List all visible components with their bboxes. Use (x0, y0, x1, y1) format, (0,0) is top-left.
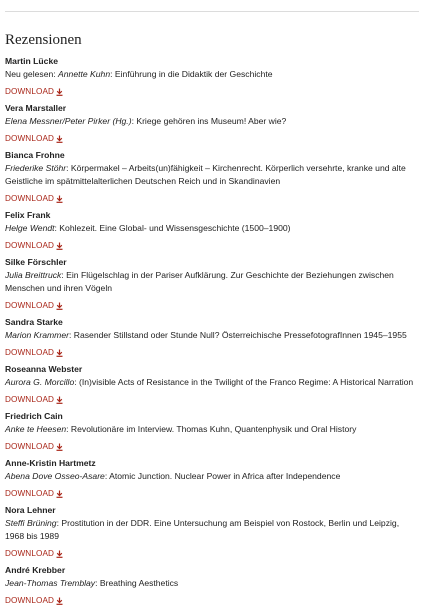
download-label: DOWNLOAD (5, 549, 55, 558)
reviewer-name: Bianca Frohne (5, 150, 65, 160)
book-title: : Revolutionäre im Interview. Thomas Kuhn, Quantenphysik und Oral History (66, 424, 357, 434)
work-prefix: Neu gelesen: (5, 69, 59, 79)
reviewer-name: Friedrich Cain (5, 411, 63, 421)
download-label: DOWNLOAD (5, 134, 55, 143)
review-item (5, 564, 416, 608)
review-item (5, 504, 416, 561)
download-link[interactable] (5, 192, 63, 205)
download-label: DOWNLOAD (5, 194, 55, 203)
book-title: : Kohlezeit. Eine Global- und Wissensgeschichte (1500–1900) (54, 223, 291, 233)
book-title: : Breathing Aesthetics (95, 578, 179, 588)
book-author: Helge Wendt (5, 223, 55, 233)
book-author: Aurora G. Morcillo (5, 377, 75, 387)
book-author: Anke te Heesen (5, 424, 67, 434)
reviewed-work (5, 269, 416, 295)
top-divider (5, 11, 419, 12)
book-title: : Atomic Junction. Nuclear Power in Africa after Independence (104, 471, 341, 481)
download-link[interactable] (5, 594, 63, 607)
download-icon (56, 349, 63, 357)
reviewer-name: André Krebber (5, 565, 66, 575)
download-label: DOWNLOAD (5, 301, 55, 310)
reviewed-work (5, 222, 416, 235)
download-link[interactable] (5, 239, 63, 252)
download-icon (56, 135, 63, 143)
reviewer-name: Silke Förschler (5, 257, 67, 267)
book-author: Elena Messner/Peter Pirker (Hg.) (5, 116, 132, 126)
review-list (5, 55, 416, 611)
review-item (5, 55, 416, 99)
reviewed-work (5, 68, 416, 81)
book-author: Jean-Thomas Tremblay (5, 578, 96, 588)
download-icon (56, 396, 63, 404)
download-link[interactable] (5, 393, 63, 406)
download-icon (56, 597, 63, 605)
download-label: DOWNLOAD (5, 442, 55, 451)
book-author: Julia Breittruck (5, 270, 62, 280)
download-link[interactable] (5, 547, 63, 560)
download-link[interactable] (5, 85, 63, 98)
section-title: Rezensionen (5, 32, 82, 48)
reviewed-work (5, 423, 416, 436)
download-icon (56, 195, 63, 203)
review-item (5, 102, 416, 146)
book-title: : Körpermakel – Arbeits(un)fähigkeit – Kirchenrecht. Körperlich versehrte, kranke und alte Geistliche im spätmittelalterlichen Deutschen Reich und in Skandinavien (5, 163, 406, 186)
review-item (5, 316, 416, 360)
book-title: : (In)visible Acts of Resistance in the Twilight of the Franco Regime: A Historical Narration (74, 377, 414, 387)
reviewer-name: Felix Frank (5, 210, 51, 220)
book-title: : Rasender Stillstand oder Stunde Null? Österreichische PressefotografInnen 1945–1955 (69, 330, 407, 340)
book-author: Annette Kuhn (58, 69, 111, 79)
reviewed-work (5, 517, 416, 543)
book-author: Marion Krammer (5, 330, 69, 340)
book-author: Steffi Brüning (5, 518, 57, 528)
download-link[interactable] (5, 487, 63, 500)
review-item (5, 256, 416, 313)
reviewed-work (5, 329, 416, 342)
download-label: DOWNLOAD (5, 87, 55, 96)
download-label: DOWNLOAD (5, 241, 55, 250)
reviewed-work (5, 115, 416, 128)
reviewer-name: Vera Marstaller (5, 103, 67, 113)
download-icon (56, 550, 63, 558)
reviewed-work (5, 162, 416, 188)
download-label: DOWNLOAD (5, 489, 55, 498)
review-item (5, 457, 416, 501)
reviewed-work (5, 470, 416, 483)
book-title: : Prostitution in der DDR. Eine Untersuchung am Beispiel von Rostock, Berlin und Leipzig, 1968 bis 1989 (5, 518, 400, 541)
reviewer-name: Sandra Starke (5, 317, 63, 327)
reviewer-name: Nora Lehner (5, 505, 56, 515)
download-icon (56, 88, 63, 96)
book-title: : Kriege gehören ins Museum! Aber wie? (131, 116, 287, 126)
download-icon (56, 302, 63, 310)
book-author: Abena Dove Osseo-Asare (5, 471, 105, 481)
download-link[interactable] (5, 299, 63, 312)
download-icon (56, 443, 63, 451)
review-item (5, 209, 416, 253)
review-item (5, 363, 416, 407)
download-label: DOWNLOAD (5, 348, 55, 357)
reviewer-name: Martin Lücke (5, 56, 59, 66)
download-icon (56, 490, 63, 498)
reviewer-name: Anne-Kristin Hartmetz (5, 458, 96, 468)
reviewed-work (5, 376, 416, 389)
download-label: DOWNLOAD (5, 395, 55, 404)
download-icon (56, 242, 63, 250)
reviewed-work (5, 577, 416, 590)
download-link[interactable] (5, 132, 63, 145)
book-title: : Einführung in die Didaktik der Geschichte (110, 69, 273, 79)
download-link[interactable] (5, 346, 63, 359)
download-label: DOWNLOAD (5, 596, 55, 605)
review-item (5, 149, 416, 206)
book-title: : Ein Flügelschlag in der Pariser Aufklärung. Zur Geschichte der Beziehungen zwischen Menschen und ihren Vögeln (5, 270, 394, 293)
review-item (5, 410, 416, 454)
book-author: Friederike Stöhr (5, 163, 67, 173)
reviewer-name: Roseanna Webster (5, 364, 83, 374)
download-link[interactable] (5, 440, 63, 453)
